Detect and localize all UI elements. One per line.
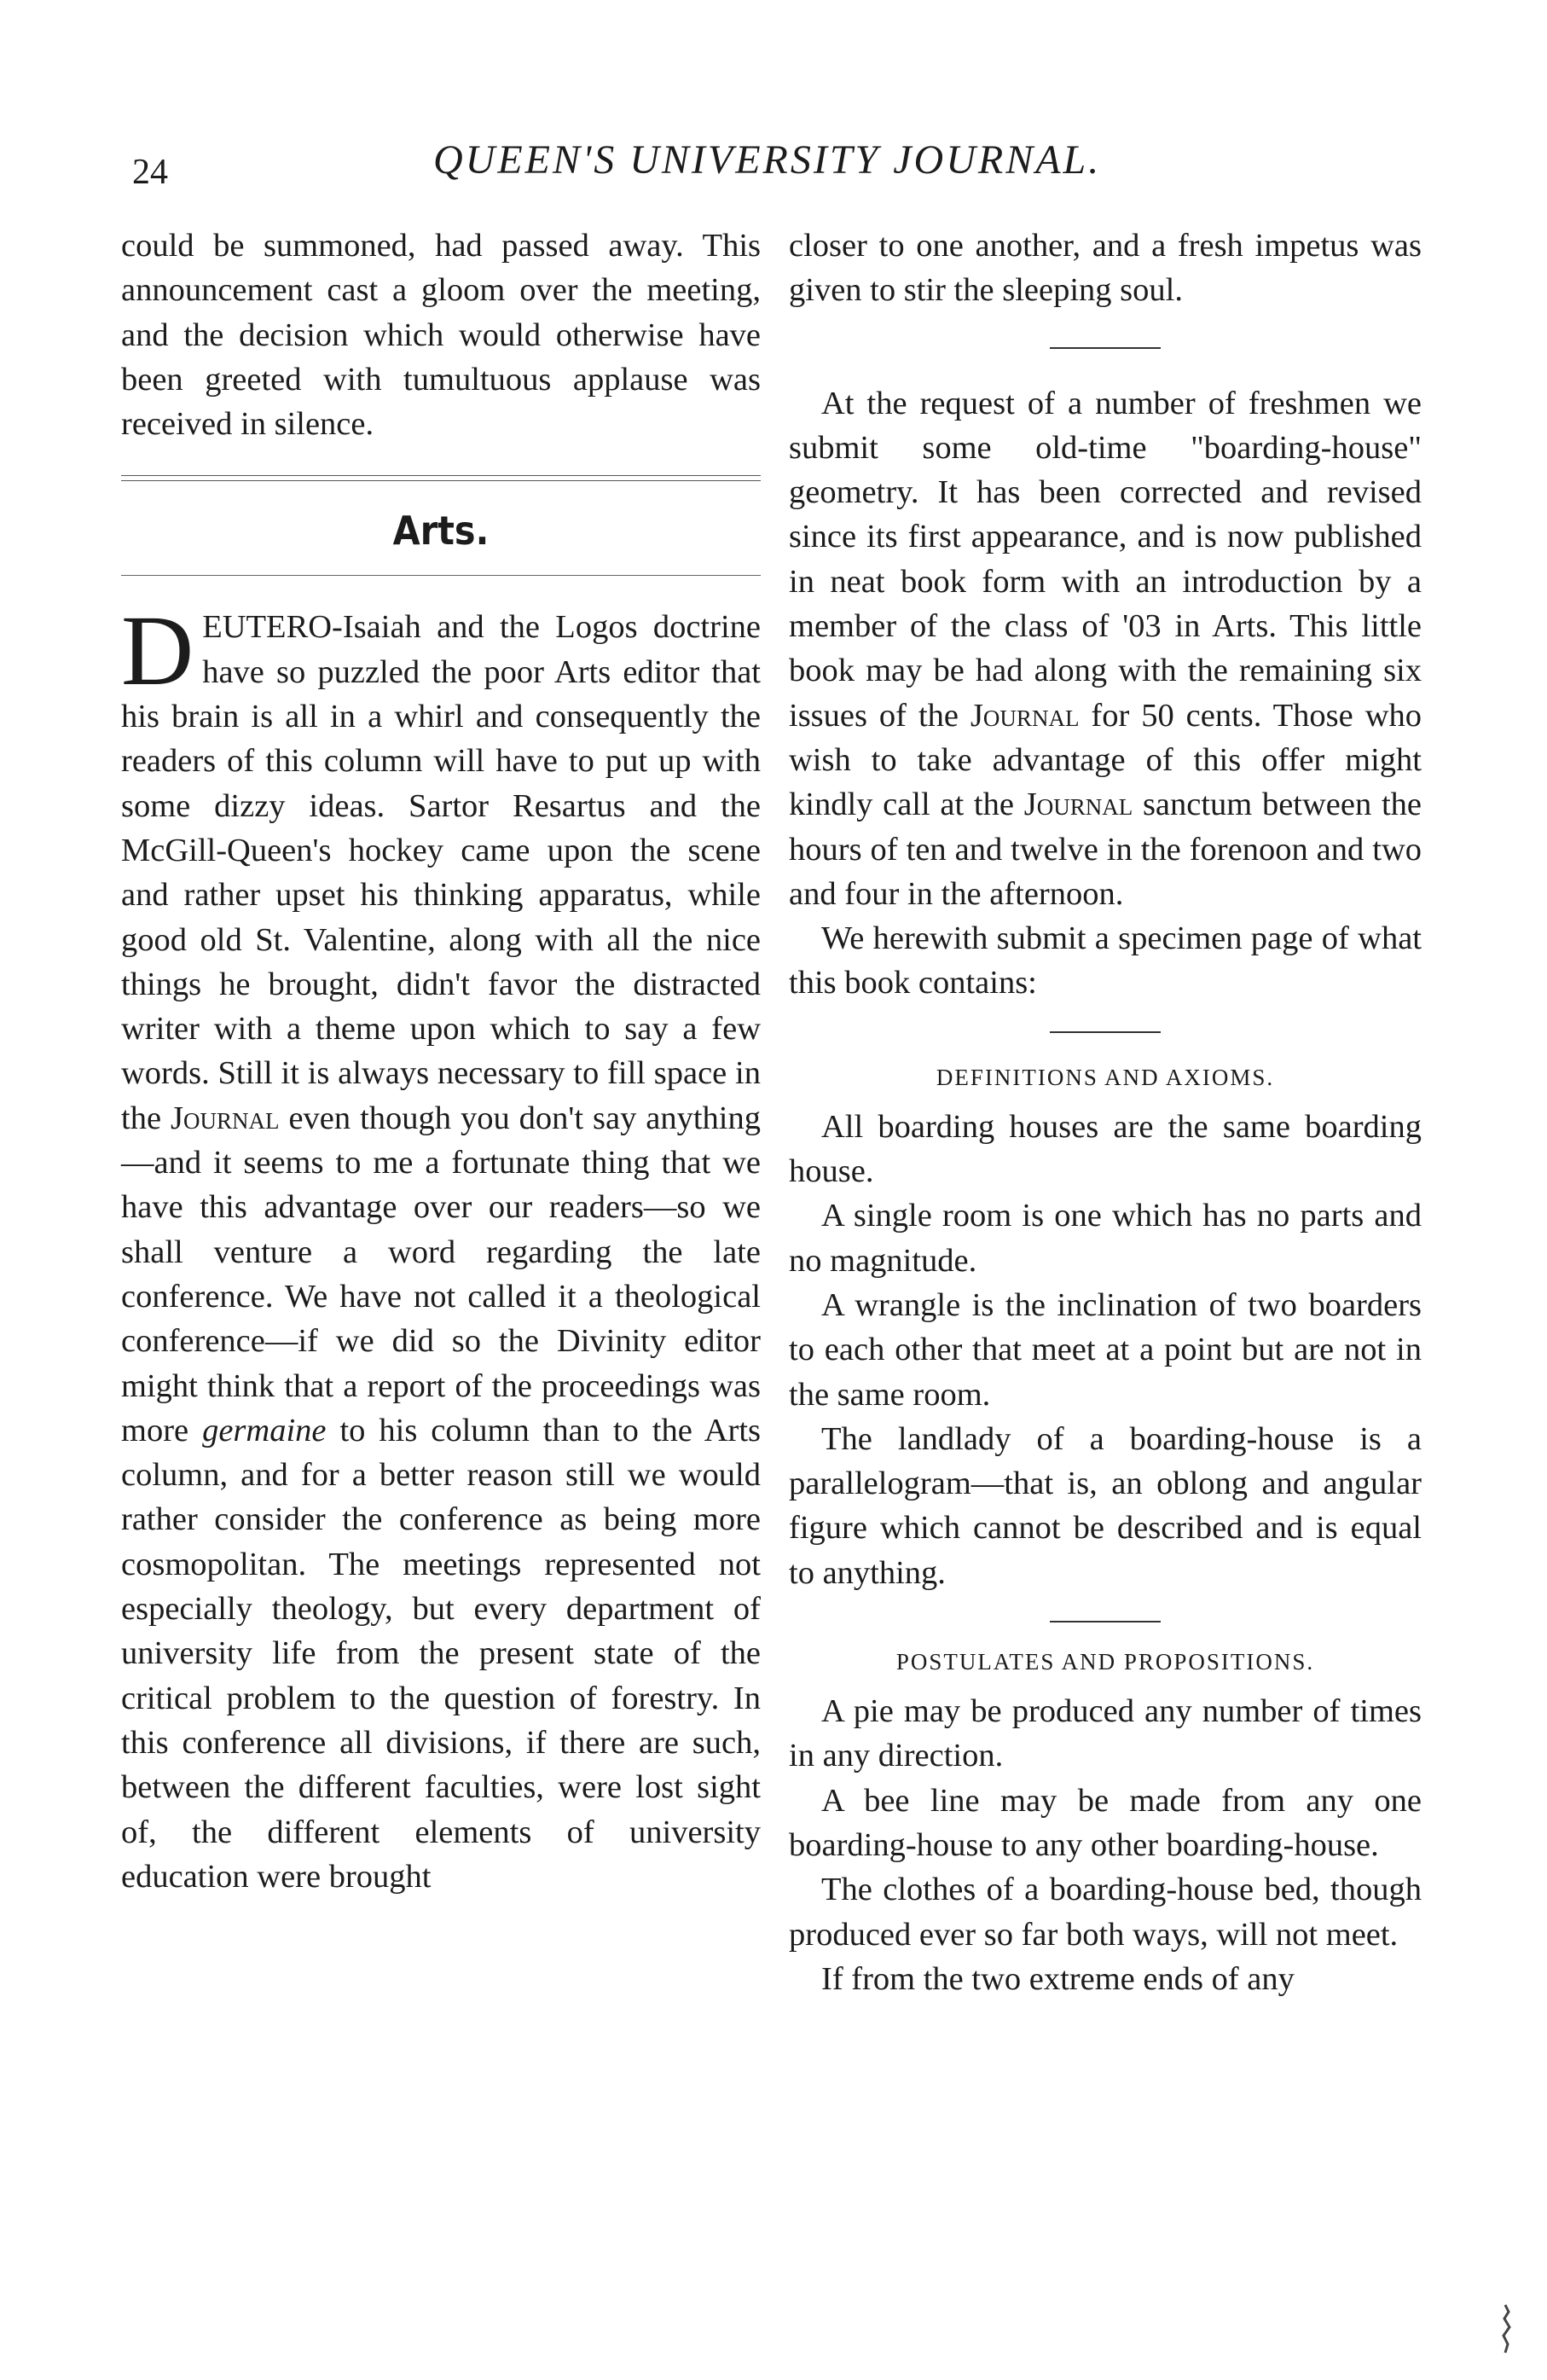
margin-mark [1497, 2303, 1515, 2354]
definition-item: All boarding houses are the same boarding house. [789, 1108, 1422, 1190]
section-divider [121, 475, 761, 481]
journal-word: Journal [970, 697, 1080, 734]
request-text-start: At the request of a number of freshmen we submit some old-time "boarding-house" geometry. It has been corrected and revised since its first appearance, and is now published in neat book form with an introduction by a member of the class of '03 in Arts. This little book may be had along with the remaining six issues of the [789, 385, 1422, 734]
section-title: Arts. [392, 508, 490, 554]
postulate-item: A bee line may be made from any one boarding-house to any other boarding-house. [789, 1782, 1422, 1863]
definition-item: The landlady of a boarding-house is a parallelogram—that is, an oblong and angular figure which cannot be described and is equal to anything. [789, 1420, 1422, 1591]
postulate-item: A pie may be produced any number of times in any direction. [789, 1693, 1422, 1774]
section-title-rule [121, 575, 761, 576]
left-column [121, 223, 761, 1899]
postulate-item: If from the two extreme ends of any [821, 1960, 1295, 1997]
running-title: QUEEN'S UNIVERSITY JOURNAL. [433, 137, 1102, 183]
right-column [789, 223, 1422, 2001]
postulate-item: The clothes of a boarding-house bed, though produced ever so far both ways, will not meet. [789, 1872, 1422, 1953]
request-text-mid: for 50 cents. Those who wish to take advantage of this offer might kindly call at the [789, 697, 1422, 823]
request-text-end: sanctum between the hours of ten and twelve in the forenoon and two and four in the afternoon. [789, 787, 1422, 912]
drop-cap: D [121, 595, 194, 707]
short-rule [1050, 1031, 1161, 1033]
short-rule [1050, 347, 1161, 349]
journal-word: Journal [1023, 787, 1133, 823]
arts-text-end: to his column than to the Arts column, and for a better reason still we would rather consider the conference as being more cosmopolitan. The meetings represented not especially theology, but every department of university life from the present state of the critical problem to the question of forestry. In this conference all divisions, if there are such, between the different faculties, were lost sight of, the different elements of university education were brought [121, 1412, 762, 1895]
arts-paragraph [121, 595, 762, 1899]
definitions-heading: DEFINITIONS AND AXIOMS. [936, 1064, 1275, 1090]
intro-paragraph: could be summoned, had passed away. This announcement cast a gloom over the meeting, and the decision which would otherwise have been greeted with tumultuous applause was received in silence. [121, 228, 761, 443]
definition-item: A wrangle is the inclination of two boarders to each other that meet at a point but are not in the same room. [789, 1286, 1422, 1413]
specimen-paragraph: We herewith submit a specimen page of what this book contains: [789, 920, 1422, 1001]
arts-text-start: EUTERO-Isaiah and the Logos doctrine have so puzzled the poor Arts editor that his brain is all in a whirl and consequently the readers of this column will have to put up with some dizzy ideas. Sartor Resartus and the McGill-Queen's hockey came upon the scene and rather upset his thinking apparatus, while good old St. Valentine, along with all the nice things he brought, didn't favor the distracted writer with a theme upon which to say a few words. Still it is always necessary to fill space in the [121, 609, 761, 1136]
request-paragraph [789, 381, 1422, 917]
continuation-paragraph: closer to one another, and a fresh impetus was given to stir the sleeping soul. [789, 228, 1422, 309]
arts-text-mid: even though you don't say anything—and it seems to me a fortunate thing that we have this advantage over our readers—so we shall venture a word regarding the late conference. We have not called it a theological conference—if we did so the Divinity editor might think that a report of the proceedings was more [121, 1100, 762, 1448]
page-number: 24 [132, 153, 168, 192]
germaine-word: germaine [202, 1412, 327, 1448]
short-rule [1050, 1621, 1161, 1622]
journal-word: Journal [171, 1100, 280, 1136]
definition-item: A single room is one which has no parts and no magnitude. [789, 1198, 1422, 1279]
postulates-heading: POSTULATES AND PROPOSITIONS. [895, 1649, 1315, 1675]
